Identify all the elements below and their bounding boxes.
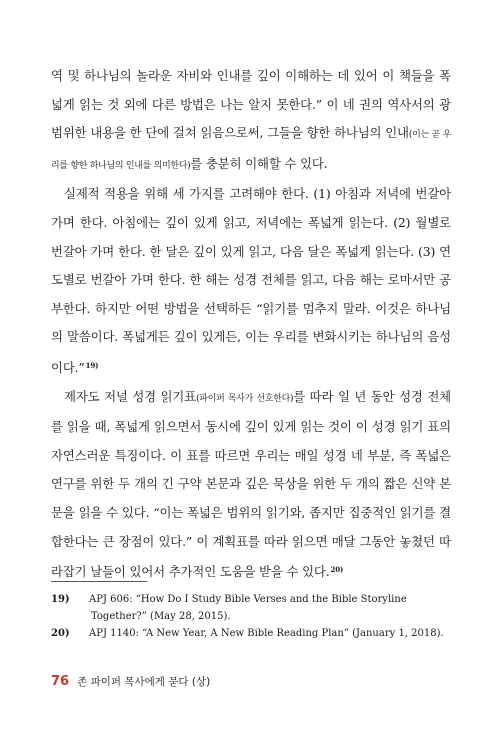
paragraph-3-text-a: 제자도 저널 성경 읽기표 (64, 388, 197, 404)
footnote-ref-20[interactable]: 20) (330, 565, 344, 575)
footnote-ref-19[interactable]: 19) (85, 360, 99, 370)
running-title: 존 파이퍼 목사에게 묻다 (상) (77, 676, 211, 688)
paragraph-3-aside: (파이퍼 목사가 선호한다) (196, 393, 294, 404)
page-number: 76 (51, 674, 70, 689)
paragraph-2-text: 실제적 적용을 위해 세 가지를 고려해야 한다. (1) 아침과 저녁에 번갈아 가며 한다. 아침에는 깊이 있게 읽고, 저녁에는 폭넓게 읽는다. (2) 월별로 번갈아 가며 한다. 한 달은 깊이 있게 읽고, 다음 달은 폭넓게 읽는다. (3) 연도별로 번갈아 가며 한다. 한 해는 성경 전체를 읽고, 다음 해는 로마서만 공부한다. 하지만 어떤 방법을 선택하든 “읽기를 멈추지 말라. 이것은 하나님의 말씀이다. 폭넓게든 깊이 있게든, 이는 우리를 변화시키는 하나님의 음성이다.” (51, 186, 451, 375)
footnotes (51, 591, 451, 642)
paragraph-1-aside: (이는 곧 우리를 향한 하나님의 인내를 의미한다) (51, 130, 451, 171)
footnote-text: APJ 1140: “A New Year, A New Bible Reading Plan” (January 1, 2018). (89, 628, 444, 639)
paragraph-3-text-b: 를 따라 일 년 동안 성경 전체를 읽을 때, 폭넓게 읽으면서 동시에 깊이 있게 읽는 것이 이 성경 읽기 표의 자연스러운 특징이다. 이 표를 따르면 우리는 매일 성경 네 부분, 즉 폭넓은 연구를 위한 두 개의 긴 구약 본문과 깊은 묵상을 위한 두 개의 짧은 신약 본문을 읽을 수 있다. “이는 폭넓은 범위의 읽기와, 좁지만 집중적인 읽기를 결합한다는 큰 장점이 있다.” 이 계획표를 따라 읽으면 매달 그동안 놓쳤던 따라잡기 날들이 있어서 추가적인 도움을 받을 수 있다. (51, 388, 451, 580)
footnote-number: 19) (51, 594, 70, 605)
footnote-19 (51, 591, 451, 625)
paragraph-1 (51, 62, 451, 180)
footnote-number: 20) (51, 628, 70, 639)
footnote-divider (51, 581, 147, 582)
paragraph-1-end: 를 충분히 이해할 수 있다. (190, 155, 328, 171)
footnote-20 (51, 625, 451, 642)
page-footer (51, 674, 210, 689)
paragraph-3 (51, 383, 451, 587)
paragraph-1-text: 역 및 하나님의 놀라운 자비와 인내를 깊이 이해하는 데 있어 이 책들을 폭넓게 읽는 것 외에 다른 방법은 나는 알지 못한다.” 이 네 권의 역사서의 광범위한 내용을 한 단에 걸쳐 읽음으로써, 그들을 향한 하나님의 인내 (51, 68, 451, 141)
paragraph-2 (51, 180, 451, 382)
footnote-text: APJ 606: “How Do I Study Bible Verses and the Bible Storyline Together?” (May 28, 2015). (89, 594, 407, 622)
body-text (51, 62, 451, 587)
